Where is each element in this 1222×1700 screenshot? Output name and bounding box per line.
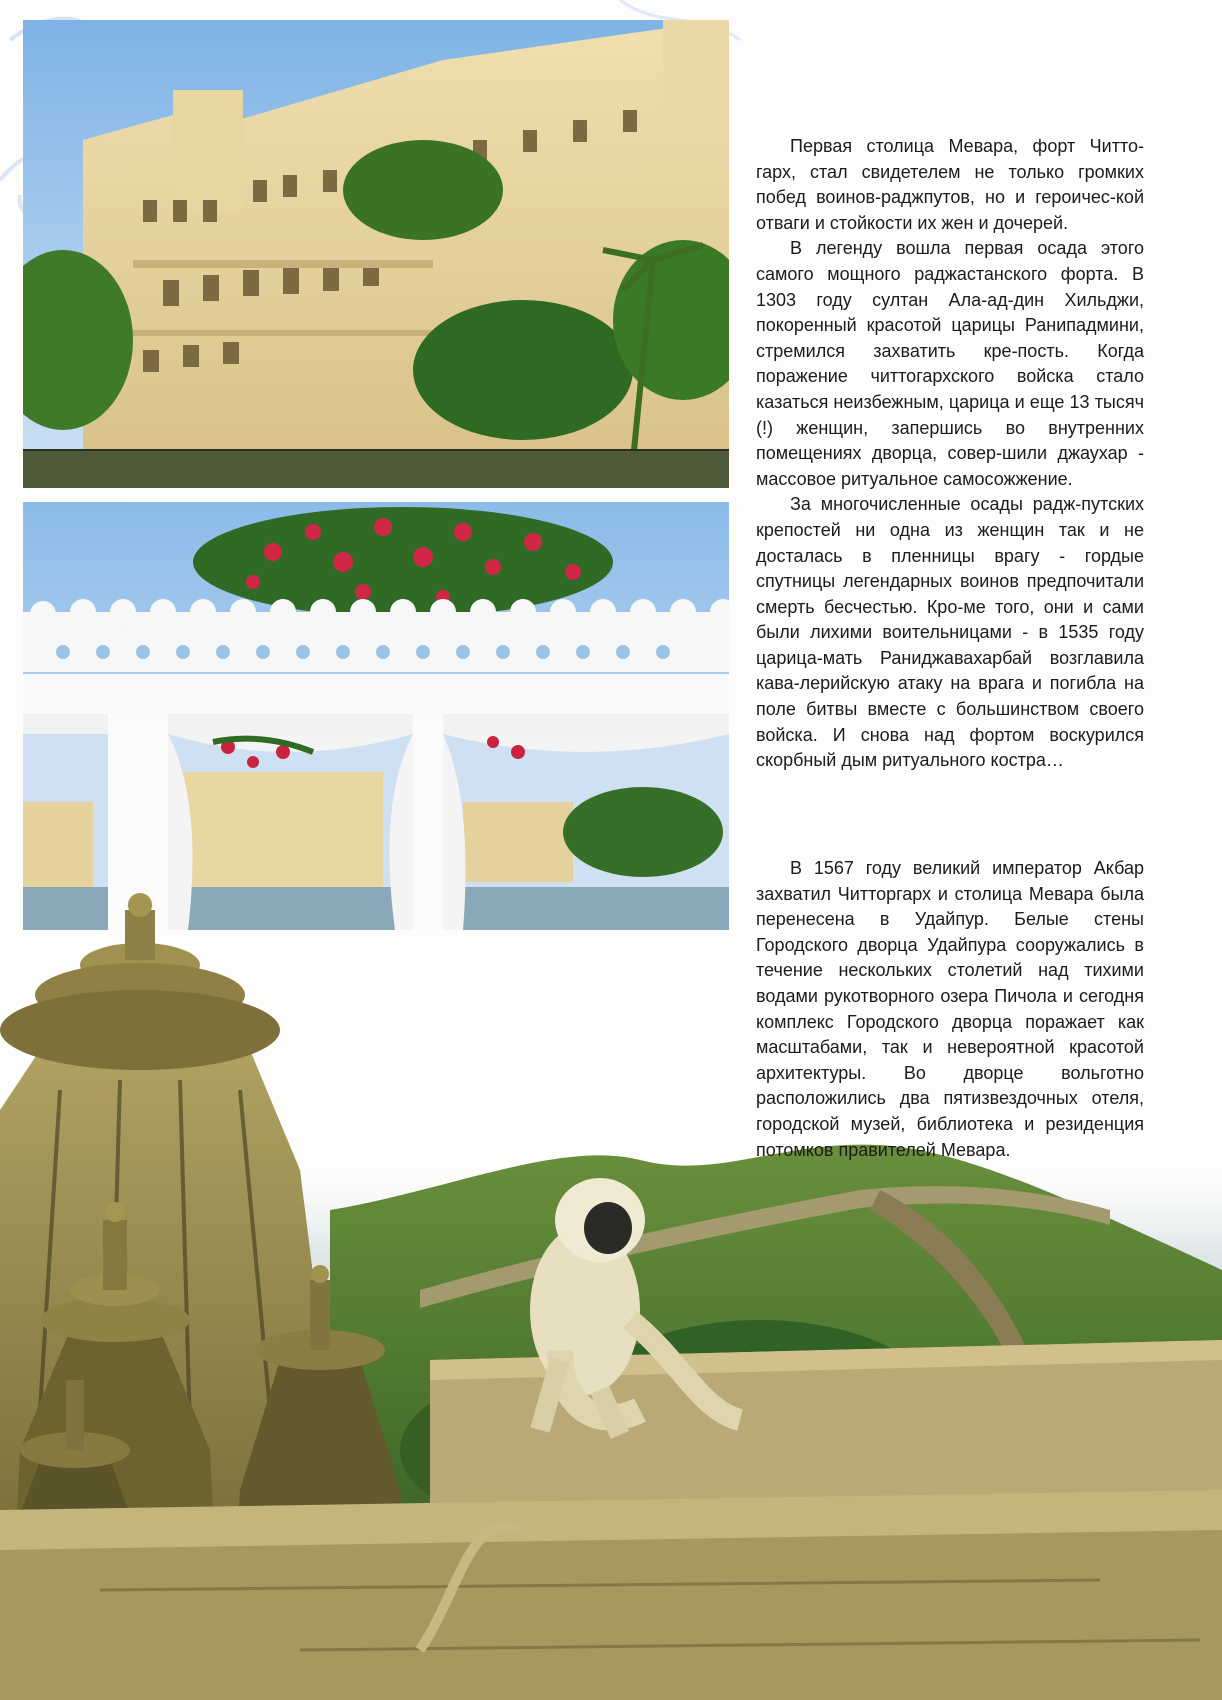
- article-paragraph: В 1567 году великий император Акбар захватил Читторгарх и столица Мевара была перенесена в Удайпур. Белые стены Городского дворца Удайпура сооружались в течение нескольких столетий над тихими водами рукотворного озера Пичола и сегодня комплекс Городского дворца поражает как масштабами, так и невероятной красотой архитектуры. Во дворце вольготно расположились два пятизвездочных отеля, городской музей, библиотека и резиденция потомков правителей Мевара.: [756, 858, 1144, 1160]
- city-palace-photo: [23, 20, 729, 488]
- article-paragraph: Первая столица Мевара, форт Читто-гарх, стал свидетелем не только громких побед воинов-раджпутов, но и героичес-кой отваги и стойкости их жен и дочерей.: [756, 136, 1144, 233]
- article-text-part2: [756, 856, 1144, 1163]
- palace-courtyard-photo: [23, 502, 729, 930]
- article-paragraph: За многочисленные осады радж-путских крепостей ни одна из женщин так и не досталась в пленницы врагу - гордые спутницы легендарных воинов предпочитали смерть бесчестью. Кро-ме того, они и сами были лихими воительницами - в 1535 году царица-мать Раниджавахарбай возглавила кава-лерийскую атаку на врага и погибла на поле битвы вместе с большинством своего войска. И снова над фортом воскурился скорбный дым ритуального костра…: [756, 494, 1144, 771]
- article-paragraph: В легенду вошла первая осада этого самого мощного раджастанского форта. В 1303 году султан Ала-ад-дин Хильджи, покоренный красотой царицы Ранипадмини, стремился захватить кре-пость. Когда поражение читтогархского войска стало казаться неизбежным, царица и еще 13 тысяч (!) женщин, запершись во внутренних помещениях дворца, совер-шили джаухар - массовое ритуальное самосожжение.: [756, 238, 1144, 489]
- article-text-part1: [756, 134, 1144, 774]
